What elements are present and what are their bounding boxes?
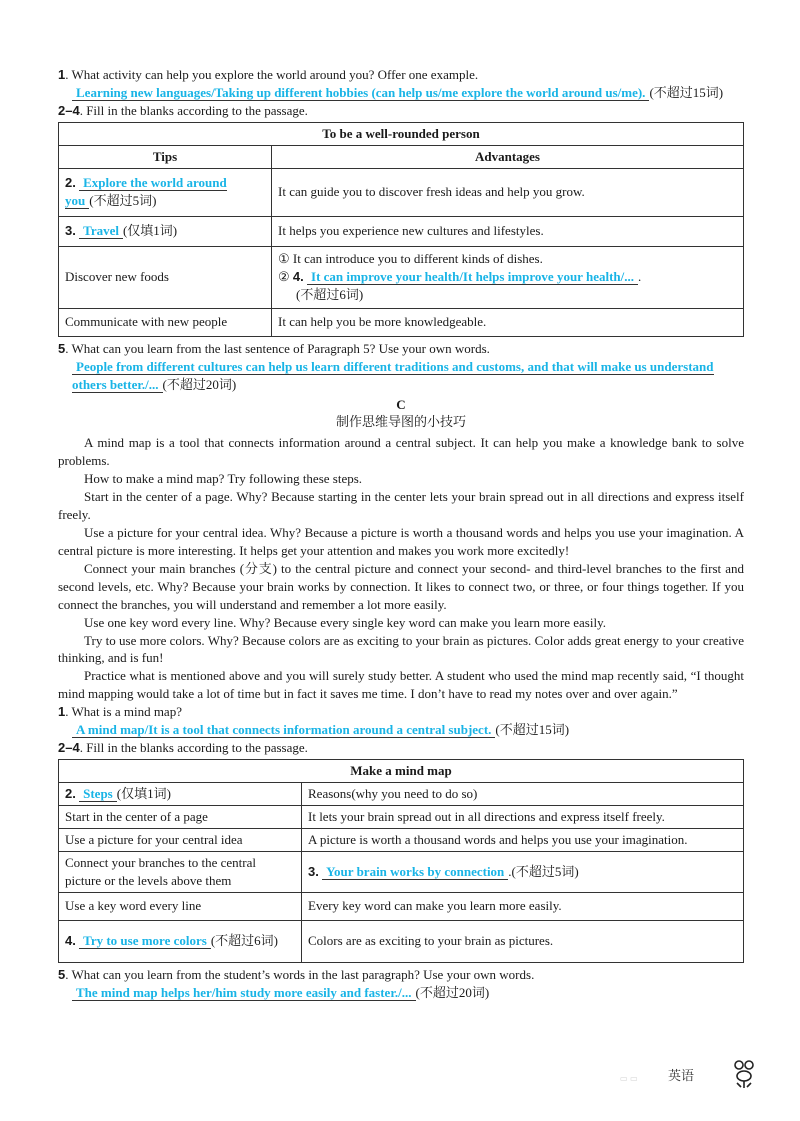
c-question-1	[58, 703, 744, 721]
table-row	[59, 783, 744, 806]
answer-text: The mind map helps her/him study more easily and faster./...	[72, 985, 416, 1001]
mind-map-table	[58, 759, 744, 963]
reason-cell: A picture is worth a thousand words and helps you use your imagination.	[302, 828, 744, 851]
c-question-5	[58, 966, 744, 984]
question-text: . What can you learn from the student’s words in the last paragraph? Use your own words.	[65, 966, 535, 982]
advantage-line-2: ② 4. It can improve your health/It helps improve your health/... .	[278, 269, 642, 285]
reason-cell: It lets your brain spread out in all directions and express itself freely.	[302, 805, 744, 828]
table-caption: Make a mind map	[59, 760, 744, 783]
word-limit: (不超过20词)	[415, 984, 490, 1000]
mascot-icon	[732, 1059, 756, 1094]
answer-text: A mind map/It is a tool that connects information around a central subject.	[72, 722, 495, 738]
table-row	[59, 892, 744, 920]
tip-cell: 3. Travel (仅填1词)	[59, 216, 272, 246]
table-row	[59, 805, 744, 828]
b-question-5	[58, 340, 744, 358]
reason-cell: Reasons(why you need to do so)	[302, 783, 744, 806]
question-number: 1	[58, 67, 66, 82]
subject-label: 英语	[668, 1069, 695, 1084]
word-limit: (不超过20词)	[162, 377, 237, 393]
question-number: 5	[58, 966, 66, 982]
blank-number: 4	[292, 269, 301, 285]
word-limit: (不超过15词)	[649, 84, 724, 100]
advantage-line-1: ① It can introduce you to different kinds of dishes.	[278, 251, 543, 267]
passage-paragraph: A mind map is a tool that connects information around a central subject. It can help you make a knowledge bank to solve problems.	[58, 435, 744, 469]
table-row	[59, 920, 744, 962]
question-text: . What activity can help you explore the world around you? Offer one example.	[65, 67, 479, 82]
table-row	[59, 168, 744, 216]
reason-cell: Colors are as exciting to your brain as pictures.	[302, 920, 744, 962]
blank-answer: Explore the world around you	[65, 175, 227, 209]
blank-answer: Steps	[79, 786, 117, 802]
passage-paragraph: Use a picture for your central idea. Why? Because a picture is worth a thousand words and helps you use your imagination. A central picture is more interesting. It helps get your attention and makes you work more excitedly!	[58, 524, 744, 558]
advantage-cell: It can help you be more knowledgeable.	[272, 308, 744, 336]
question-number: 2–4	[58, 740, 80, 756]
advantage-cell	[272, 246, 744, 308]
question-text: . What can you learn from the last sentence of Paragraph 5? Use your own words.	[65, 340, 490, 356]
step-cell: Use a picture for your central idea	[59, 828, 302, 851]
c-answer-5-line	[72, 984, 744, 1002]
advantage-cell: It helps you experience new cultures and lifestyles.	[272, 216, 744, 246]
word-limit: (不超过15词)	[495, 722, 570, 738]
question-text: . What is a mind map?	[65, 704, 182, 720]
c-answer-1-line	[72, 721, 744, 739]
page-footer	[600, 1065, 760, 1095]
advantage-cell: It can guide you to discover fresh ideas and help you grow.	[272, 168, 744, 216]
table-caption: To be a well-rounded person	[59, 122, 744, 145]
b-answer-5-line	[72, 358, 744, 396]
blank-answer: Try to use more colors	[79, 933, 211, 949]
question-number: 2–4	[58, 102, 80, 118]
section-letter: C	[396, 397, 406, 413]
question-text: . Fill in the blanks according to the passage.	[79, 102, 308, 118]
blank-answer: Your brain works by connection	[322, 864, 508, 880]
step-cell: Connect your branches to the central picture or the levels above them	[59, 851, 302, 892]
passage	[58, 434, 744, 703]
table-row	[59, 246, 744, 308]
reason-cell: Every key word can make you learn more easily.	[302, 892, 744, 920]
passage-paragraph: Practice what is mentioned above and you will surely study better. A student who used the mind map recently said, “I thought mind mapping would take a lot of time but in fact it saves me time. I don’t have to read my notes over and over again.”	[58, 668, 744, 702]
word-limit: .(不超过5词)	[508, 863, 579, 879]
b-question-2-4	[58, 102, 744, 120]
column-header-advantages: Advantages	[272, 145, 744, 168]
step-cell: Start in the center of a page	[59, 805, 302, 828]
blank-answer: It can improve your health/It helps improve your health/...	[307, 269, 638, 285]
question-number: 1	[58, 704, 66, 720]
question-number: 5	[58, 340, 66, 356]
well-rounded-table	[58, 122, 744, 337]
passage-paragraph: Try to use more colors. Why? Because colors are as exciting to your brain as pictures. Color adds great energy to your creative thinking, and is fun!	[58, 632, 744, 666]
answer-text: Learning new languages/Taking up different hobbies (can help us/me explore the world around us/me).	[72, 85, 649, 101]
blank-number: 3	[65, 223, 73, 239]
word-limit: (仅填1词)	[116, 786, 171, 801]
tip-cell: Communicate with new people	[59, 308, 272, 336]
step-cell: 2. Steps (仅填1词)	[59, 783, 302, 806]
b-answer-1-line	[72, 84, 744, 102]
step-cell: Use a key word every line	[59, 892, 302, 920]
blank-answer: Travel	[79, 223, 123, 239]
column-header-tips: Tips	[59, 145, 272, 168]
passage-paragraph: Use one key word every line. Why? Because every single key word can make you learn more easily.	[84, 614, 606, 630]
blank-number: 2	[65, 786, 73, 801]
passage-paragraph: Connect your main branches (分支) to the central picture and connect your second- and third-level branches to the first and second levels, etc. Why? Because your brain works by connection. It likes to connect two, or three, or four things together. If you connect the branches, you will understand and remember a lot more easily.	[58, 560, 744, 612]
publisher-logo-icon: ▭ ▭	[620, 1074, 638, 1083]
answer-text: People from different cultures can help us learn different traditions and customs, and that will make us understand others better./...	[72, 358, 714, 393]
passage-paragraph: Start in the center of a page. Why? Because starting in the center lets your brain spread out in all directions and express itself freely.	[58, 489, 744, 522]
blank-number: 4	[65, 933, 73, 949]
word-limit: (不超过6词)	[210, 933, 278, 949]
table-row	[59, 216, 744, 246]
circled-two: ②	[278, 269, 293, 285]
question-text: . Fill in the blanks according to the passage.	[79, 740, 308, 756]
table-row	[59, 851, 744, 892]
word-limit: (不超过5词)	[89, 193, 157, 209]
section-title: 制作思维导图的小技巧	[335, 415, 466, 431]
tip-cell: 2. Explore the world around you (不超过5词)	[59, 168, 272, 216]
word-limit: (仅填1词)	[122, 223, 178, 239]
passage-paragraph: How to make a mind map? Try following these steps.	[84, 471, 363, 487]
table-row	[59, 308, 744, 336]
step-cell: 4. Try to use more colors (不超过6词)	[59, 920, 302, 962]
reason-cell: 3. Your brain works by connection .(不超过5词)	[302, 851, 744, 892]
b-question-1	[58, 66, 744, 84]
table-row	[59, 828, 744, 851]
page	[58, 66, 744, 1002]
word-limit: (不超过6词)	[296, 287, 364, 303]
blank-number: 3	[308, 863, 316, 879]
c-question-2-4	[58, 739, 744, 757]
blank-number: 2	[65, 175, 73, 191]
tip-cell: Discover new foods	[59, 246, 272, 308]
